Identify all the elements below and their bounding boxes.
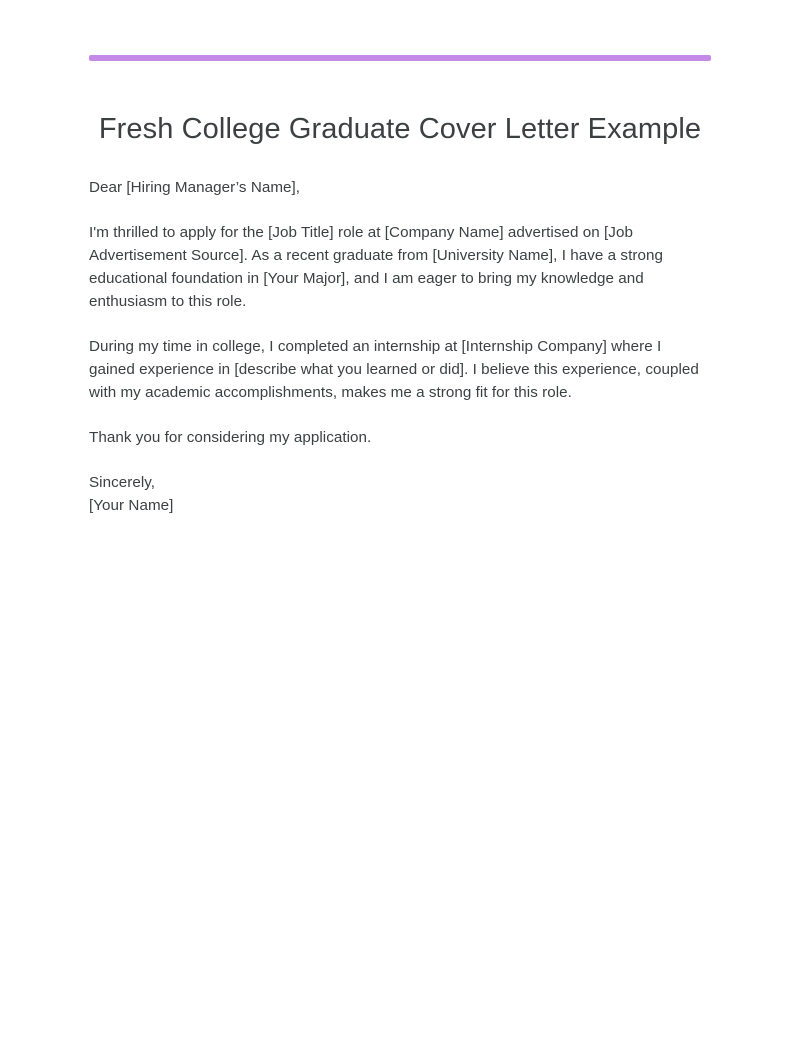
paragraph-intro: I'm thrilled to apply for the [Job Title] role at [Company Name] advertised on [Job Advertisement Source]. As a recent graduate from [University Name], I have a strong educational foundation in [Your Major], and I am eager to bring my knowledge and enthusiasm to this role. (89, 224, 663, 310)
signature-line: [Your Name] (89, 497, 174, 514)
sign-off (89, 471, 711, 517)
salutation: Dear [Hiring Manager’s Name], (89, 179, 301, 196)
closing-line: Sincerely, (89, 474, 156, 491)
paragraph-thanks: Thank you for considering my application. (89, 429, 372, 446)
letter-body (89, 150, 711, 517)
page-title: Fresh College Graduate Cover Letter Example (98, 113, 702, 145)
paragraph-experience: During my time in college, I completed an internship at [Internship Company] where I gained experience in [describe what you learned or did]. I believe this experience, coupled with my academic accomplishments, makes me a strong fit for this role. (89, 338, 699, 401)
cover-letter-document (89, 55, 711, 517)
